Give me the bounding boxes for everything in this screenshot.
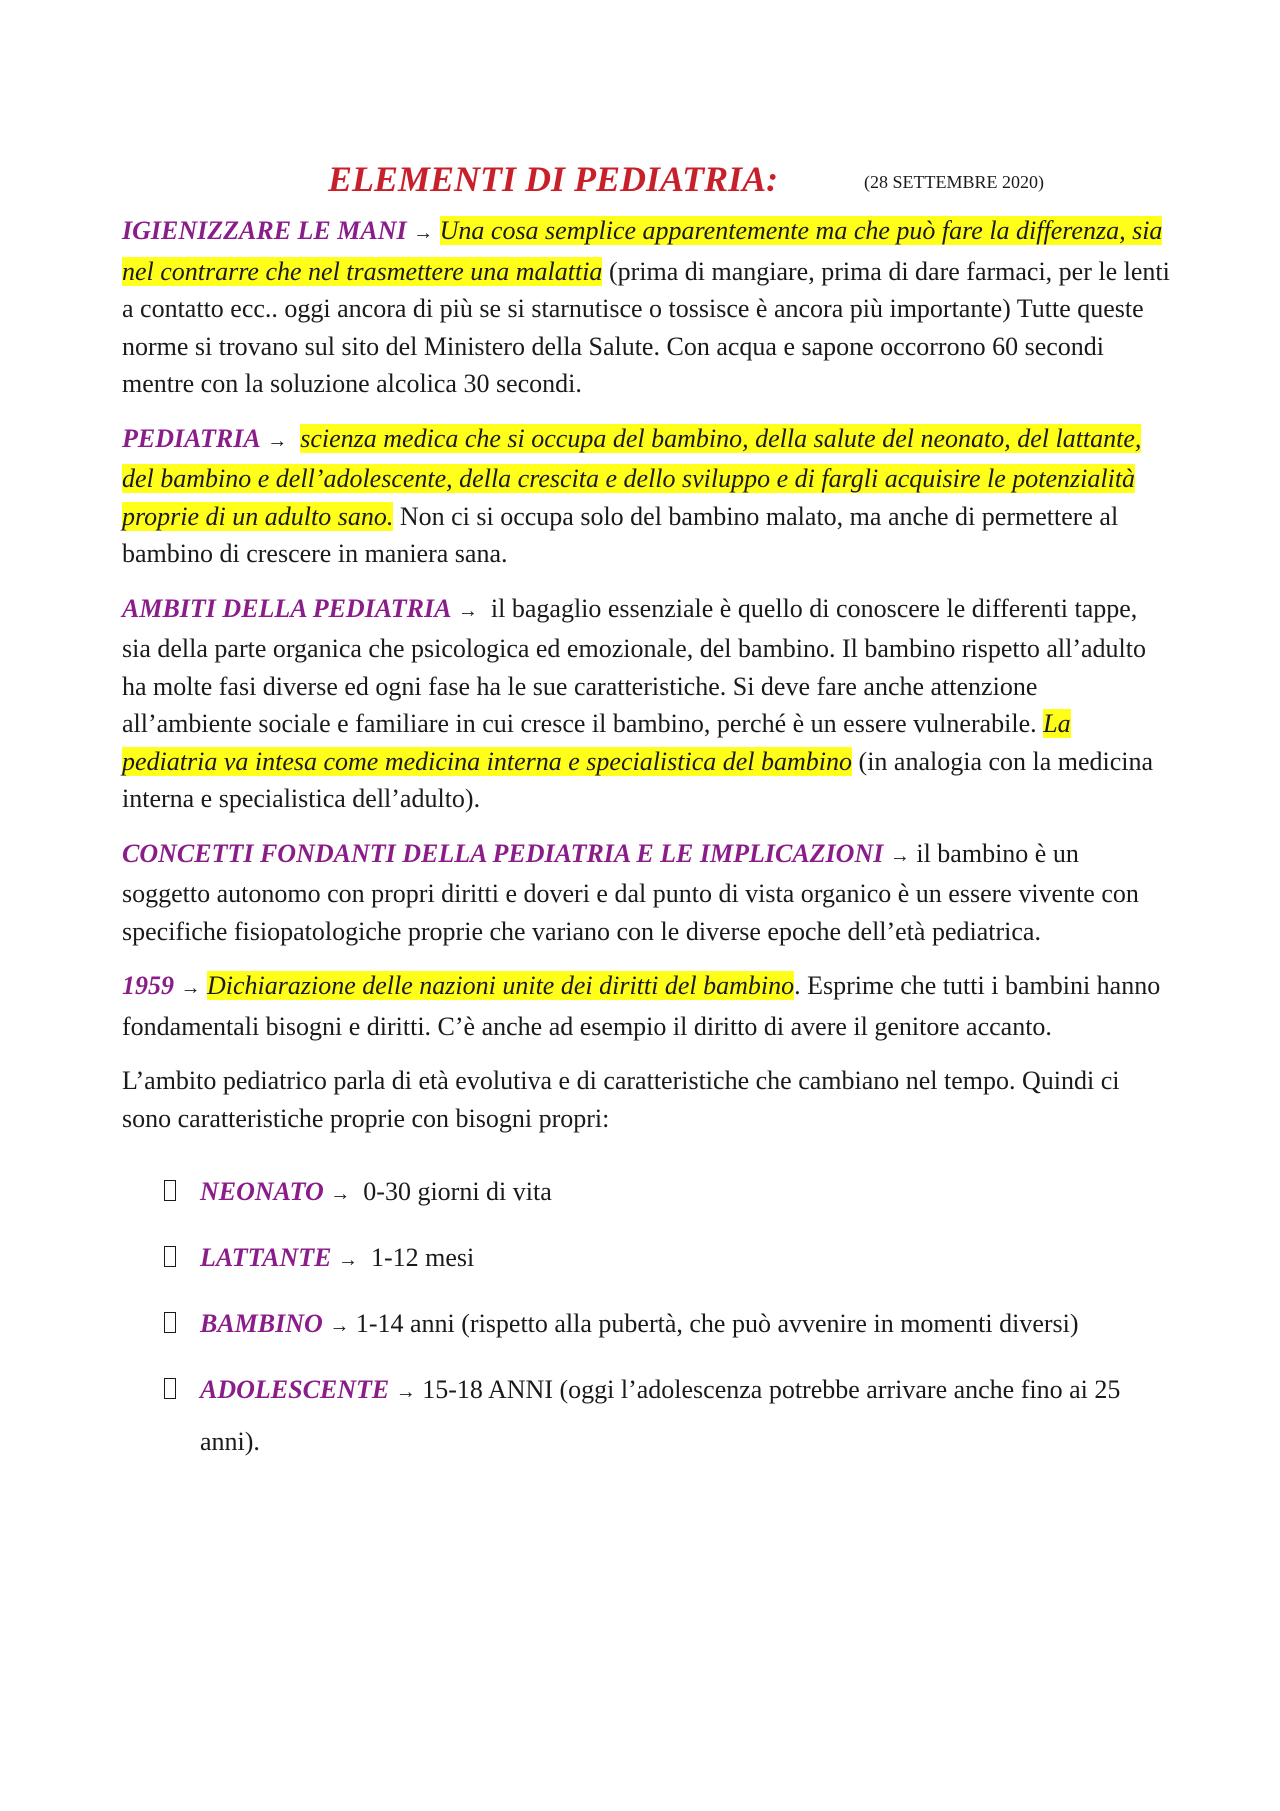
document-page [122, 150, 1172, 1480]
arrow-icon: → [337, 1249, 358, 1271]
arrow-icon: → [330, 1183, 351, 1205]
paragraph-concetti [122, 835, 1172, 951]
paragraph-1959 [122, 967, 1172, 1045]
stage-text: 0-30 giorni di vita [363, 1177, 552, 1206]
title-row [122, 150, 1172, 210]
list-item [122, 1233, 1172, 1285]
paragraph-ambiti [122, 590, 1172, 818]
highlight-pediatria: scienza medica che si occupa del bambino, della salute del neonato, del lattante, del bambino e dell’adolescente, della crescita e dello sviluppo e di fargli acquisire le potenzialità proprie di un adulto sano. [122, 423, 1142, 531]
text-pediatria: Non ci si occupa solo del bambino malato, ma anche di permettere al bambino di crescere in maniera sana. [122, 501, 1119, 568]
stage-term: LATTANTE [200, 1243, 332, 1272]
stage-text: 1-14 anni (rispetto alla pubertà, che può avvenire in momenti diversi) [355, 1309, 1079, 1338]
stage-text: 15-18 ANNI (oggi l’adolescenza potrebbe arrivare anche fino ai 25 anni). [200, 1375, 1121, 1456]
highlight-igienizzare: Una cosa semplice apparentemente ma che può fare la differenza, sia nel contrarre che nel trasmettere una malattia [122, 216, 1163, 286]
stage-term: NEONATO [200, 1177, 324, 1206]
stage-term: ADOLESCENTE [200, 1375, 390, 1404]
text-ambiti: il bagaglio essenziale è quello di conoscere le differenti tappe, sia della parte organica che psicologica ed emozionale, del bambino. Il bambino rispetto all’adulto ha molte fasi diverse ed ogni fase ha le sue caratteristiche. Si deve fare anche attenzione all’ambiente sociale e familiare in cui cresce il bambino, perché è un essere vulnerabile. [122, 593, 1147, 738]
highlight-ambiti: La pediatria va intesa come medicina interna e specialistica del bambino [122, 709, 1071, 776]
text-ambiti-after: (in analogia con la medicina interna e specialistica dell’adulto). [122, 746, 1154, 813]
highlight-1959: Dichiarazione delle nazioni unite dei diritti del bambino [207, 971, 795, 1000]
page-title: ELEMENTI DI PEDIATRIA: [328, 159, 779, 199]
term-pediatria: PEDIATRIA [122, 423, 261, 453]
arrow-icon: → [413, 222, 434, 244]
term-1959: 1959 [122, 971, 174, 1000]
text-1959: . Esprime che tutti i bambini hanno fondamentali bisogni e diritti. C’è anche ad esempio il diritto di avere il genitore accanto. [122, 971, 1161, 1041]
stages-list [122, 1167, 1172, 1466]
term-igienizzare: IGIENIZZARE LE MANI [122, 216, 407, 245]
text-igienizzare: (prima di mangiare, prima di dare farmaci, per le lenti a contatto ecc.. oggi ancora di più se si starnutisce o tossisce è ancora più importante) Tutte queste norme si trovano sul sito del Ministero della Salute. Con acqua e sapone occorrono 60 secondi mentre con la soluzione alcolica 30 secondi. [122, 256, 1170, 398]
page-date: (28 SETTEMBRE 2020) [864, 172, 1044, 192]
list-item [122, 1365, 1172, 1466]
arrow-icon: → [329, 1315, 350, 1337]
paragraph-igienizzare [122, 212, 1172, 403]
term-concetti: CONCETTI FONDANTI DELLA PEDIATRIA E LE IMPLICAZIONI [122, 838, 884, 868]
arrow-icon: → [180, 977, 201, 999]
stage-text: 1-12 mesi [370, 1243, 475, 1272]
square-bullet-icon [164, 1312, 176, 1333]
square-bullet-icon [164, 1378, 176, 1399]
stage-term: BAMBINO [200, 1309, 323, 1338]
list-item [122, 1299, 1172, 1351]
arrow-icon: → [267, 429, 288, 452]
text-concetti: il bambino è un soggetto autonomo con propri diritti e doveri e dal punto di vista organico è un essere vivente con specifiche fisiopatologiche proprie che variano con le diverse epoche dell’età pediatrica. [122, 838, 1139, 946]
list-item [122, 1167, 1172, 1219]
paragraph-pediatria [122, 420, 1172, 573]
term-ambiti: AMBITI DELLA PEDIATRIA [122, 593, 452, 623]
square-bullet-icon [164, 1180, 176, 1201]
arrow-icon: → [457, 599, 478, 622]
arrow-icon: → [395, 1381, 416, 1403]
square-bullet-icon [164, 1246, 176, 1267]
arrow-icon: → [889, 844, 910, 867]
paragraph-intro: L’ambito pediatrico parla di età evolutiva e di caratteristiche che cambiano nel tempo. Quindi ci sono caratteristiche proprie con bisogni propri: [122, 1066, 1120, 1133]
